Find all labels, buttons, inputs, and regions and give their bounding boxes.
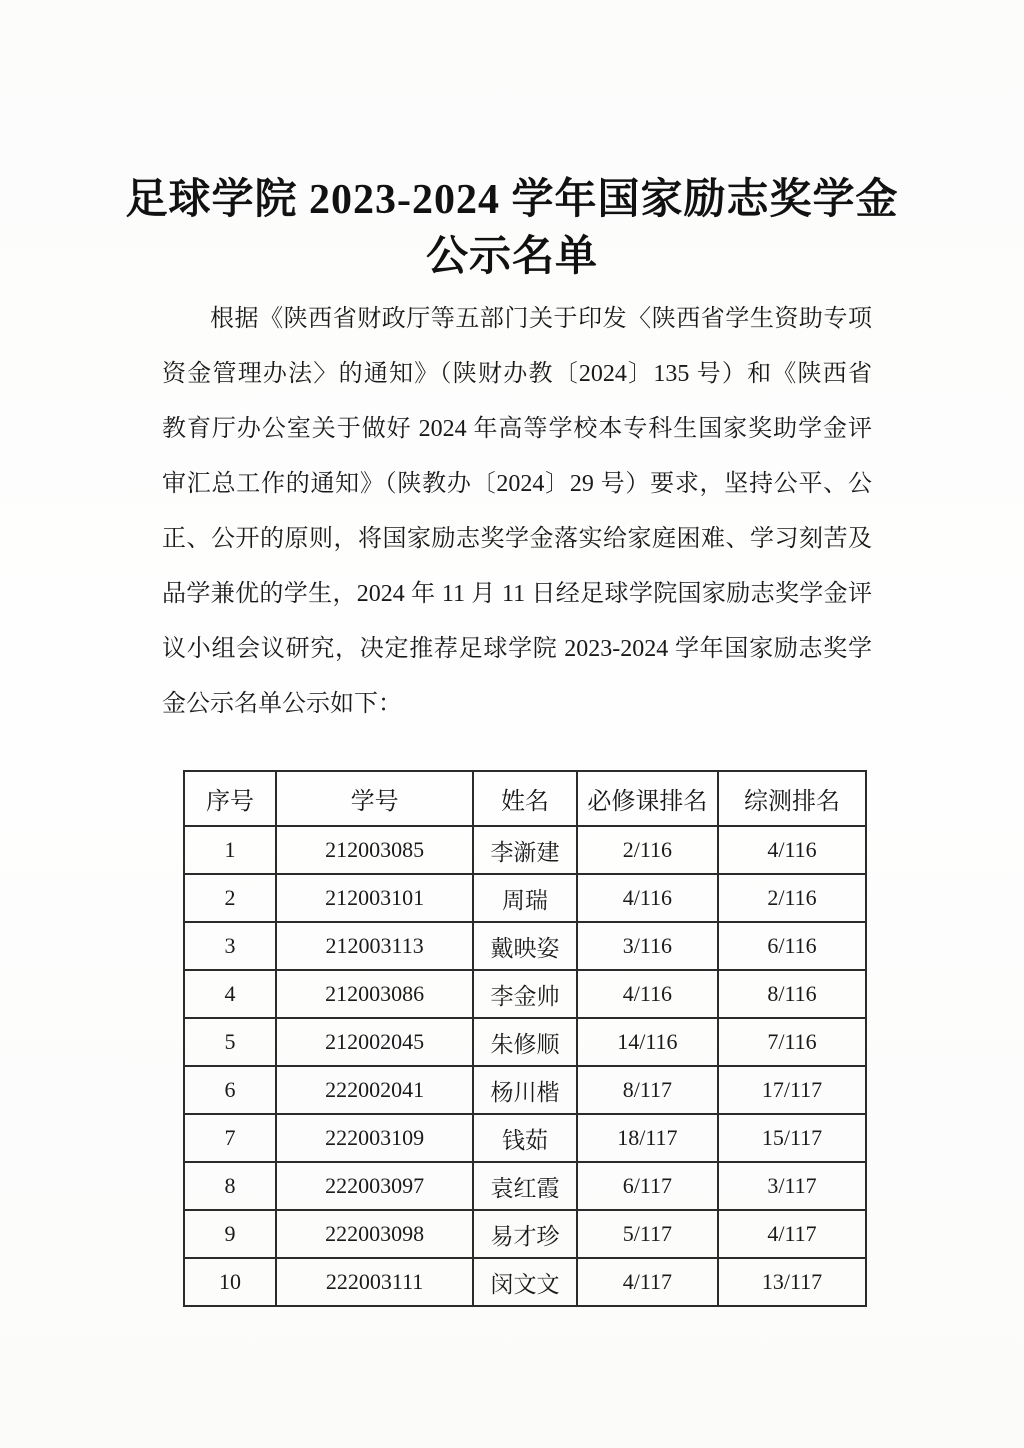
table-row <box>184 1018 866 1066</box>
table-row <box>184 1114 866 1162</box>
table-header-row <box>184 771 866 826</box>
table-row <box>184 1066 866 1114</box>
table-row <box>184 922 866 970</box>
cell-student-id: 212002045 <box>276 1018 473 1066</box>
cell-name: 钱茹 <box>473 1114 577 1162</box>
scholarship-roster-table <box>183 770 867 1307</box>
header-cell-comprehensive-rank: 综测排名 <box>718 771 866 826</box>
cell-required-rank: 4/116 <box>577 874 718 922</box>
header-cell-student-id: 学号 <box>276 771 473 826</box>
body-line: 教育厅办公室关于做好 2024 年高等学校本专科生国家奖助学金评 <box>162 416 872 442</box>
body-line: 金公示名单公示如下： <box>162 691 402 717</box>
cell-required-rank: 8/117 <box>577 1066 718 1114</box>
cell-overall-rank: 15/117 <box>718 1114 866 1162</box>
cell-required-rank: 14/116 <box>577 1018 718 1066</box>
cell-required-rank: 4/116 <box>577 970 718 1018</box>
document-body-paragraph <box>162 292 872 732</box>
cell-student-id: 222002041 <box>276 1066 473 1114</box>
cell-overall-rank: 4/117 <box>718 1210 866 1258</box>
cell-overall-rank: 13/117 <box>718 1258 866 1306</box>
table-row <box>184 970 866 1018</box>
title-line-2: 公示名单 <box>425 234 598 280</box>
body-line: 品学兼优的学生，2024 年 11 月 11 日经足球学院国家励志奖学金评 <box>162 581 872 607</box>
cell-required-rank: 4/117 <box>577 1258 718 1306</box>
cell-serial-number: 4 <box>184 970 276 1018</box>
cell-name: 戴映姿 <box>473 922 577 970</box>
header-cell-serial-number: 序号 <box>184 771 276 826</box>
cell-name: 李金帅 <box>473 970 577 1018</box>
cell-name: 朱修顺 <box>473 1018 577 1066</box>
cell-serial-number: 2 <box>184 874 276 922</box>
cell-overall-rank: 2/116 <box>718 874 866 922</box>
body-line: 审汇总工作的通知》（陕教办〔2024〕29 号）要求，坚持公平、公 <box>162 471 872 497</box>
cell-name: 闵文文 <box>473 1258 577 1306</box>
cell-serial-number: 5 <box>184 1018 276 1066</box>
cell-name: 周瑞 <box>473 874 577 922</box>
cell-required-rank: 5/117 <box>577 1210 718 1258</box>
cell-name: 易才珍 <box>473 1210 577 1258</box>
header-cell-name: 姓名 <box>473 771 577 826</box>
document-title <box>112 172 912 286</box>
cell-required-rank: 18/117 <box>577 1114 718 1162</box>
table-row <box>184 1162 866 1210</box>
header-cell-required-course-rank: 必修课排名 <box>577 771 718 826</box>
cell-overall-rank: 17/117 <box>718 1066 866 1114</box>
cell-student-id: 212003085 <box>276 826 473 874</box>
cell-student-id: 222003111 <box>276 1258 473 1306</box>
table-row <box>184 1210 866 1258</box>
cell-serial-number: 1 <box>184 826 276 874</box>
body-line: 议小组会议研究，决定推荐足球学院 2023-2024 学年国家励志奖学 <box>162 636 872 662</box>
cell-name: 李澵建 <box>473 826 577 874</box>
table-row <box>184 826 866 874</box>
table-row <box>184 1258 866 1306</box>
cell-required-rank: 2/116 <box>577 826 718 874</box>
cell-serial-number: 7 <box>184 1114 276 1162</box>
cell-student-id: 222003098 <box>276 1210 473 1258</box>
cell-name: 杨川楷 <box>473 1066 577 1114</box>
cell-required-rank: 6/117 <box>577 1162 718 1210</box>
cell-name: 袁红霞 <box>473 1162 577 1210</box>
title-line-1: 足球学院 2023-2024 学年国家励志奖学金 <box>125 177 899 223</box>
cell-required-rank: 3/116 <box>577 922 718 970</box>
table-row <box>184 874 866 922</box>
cell-overall-rank: 8/116 <box>718 970 866 1018</box>
body-line: 资金管理办法〉的通知》（陕财办教〔2024〕135 号）和《陕西省 <box>162 361 872 387</box>
cell-overall-rank: 3/117 <box>718 1162 866 1210</box>
body-line: 正、公开的原则，将国家励志奖学金落实给家庭困难、学习刻苦及 <box>162 526 872 552</box>
body-line: 根据《陕西省财政厅等五部门关于印发〈陕西省学生资助专项 <box>210 306 872 332</box>
cell-overall-rank: 4/116 <box>718 826 866 874</box>
cell-student-id: 222003097 <box>276 1162 473 1210</box>
cell-serial-number: 10 <box>184 1258 276 1306</box>
cell-student-id: 212003113 <box>276 922 473 970</box>
cell-student-id: 212003101 <box>276 874 473 922</box>
cell-serial-number: 3 <box>184 922 276 970</box>
cell-serial-number: 9 <box>184 1210 276 1258</box>
cell-student-id: 212003086 <box>276 970 473 1018</box>
cell-overall-rank: 7/116 <box>718 1018 866 1066</box>
cell-serial-number: 6 <box>184 1066 276 1114</box>
cell-overall-rank: 6/116 <box>718 922 866 970</box>
cell-serial-number: 8 <box>184 1162 276 1210</box>
cell-student-id: 222003109 <box>276 1114 473 1162</box>
